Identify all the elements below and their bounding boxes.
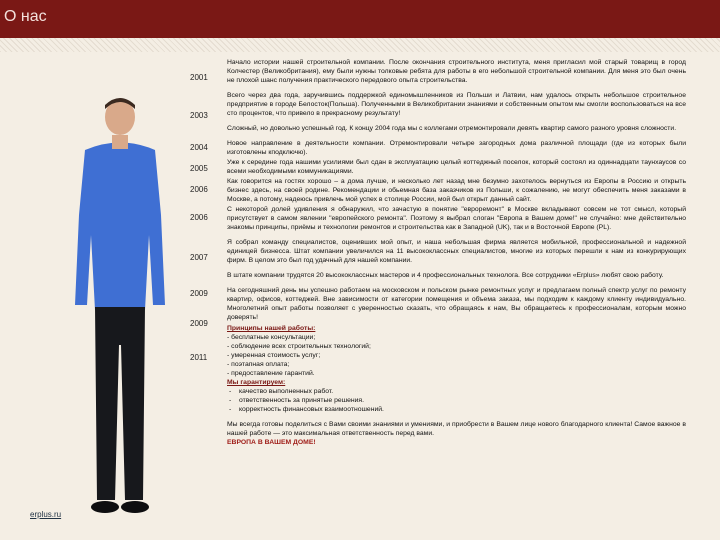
principle-item: - поэтапная оплата; bbox=[227, 361, 290, 368]
guarantee-item: - корректность финансовых взаимоотношений. bbox=[227, 405, 686, 414]
history-content bbox=[227, 58, 686, 447]
history-paragraph: На сегодняшний день мы успешно работаем на московском и польском рынке ремонтных услуг и предлагаем полный спектр услуг по ремонту квартир, офисов, коттеджей. Вне зависимости от категории помещения и объема заказа, мы подходим к каждому клиенту индивидуально. Многолетний опыт работы позволяет с уверенностью сказать, что обращаясь к нам, Вы обращаетесь к профессионалам, которым можно доверять! bbox=[227, 287, 686, 321]
year-label: 2004 bbox=[190, 143, 208, 152]
guarantees-heading: Мы гарантируем: bbox=[227, 379, 286, 386]
history-paragraph: В штате компании трудятся 20 высококлассных мастеров и 4 профессиональных технолога. Все сотрудники «Erplus» любят свою работу. bbox=[227, 272, 664, 279]
decorative-stripes bbox=[0, 38, 720, 52]
site-link[interactable]: erplus.ru bbox=[30, 510, 62, 519]
year-label: 2001 bbox=[190, 73, 208, 82]
principle-item: - умеренная стоимость услуг; bbox=[227, 352, 321, 359]
person-photo bbox=[65, 95, 175, 525]
year-label: 2011 bbox=[190, 353, 208, 362]
year-label: 2007 bbox=[190, 253, 208, 262]
year-label: 2005 bbox=[190, 164, 208, 173]
year-label: 2009 bbox=[190, 289, 208, 298]
history-paragraph: Новое направление в деятельности компании. Отремонтировали четыре загородных дома различной площади (где из которых были изготовлены кподключю). bbox=[227, 140, 686, 156]
guarantee-item: - ответственность за принятые решения. bbox=[227, 396, 686, 405]
guarantee-item: - качество выполненных работ. bbox=[227, 387, 686, 396]
history-paragraph: Всего через два года, заручившись поддержкой единомышленников из Польши и Латвии, нам удалось открыть небольшое строительное предприятие в городе Белосток(Польша). Полученными в Великобритании знаниями и собственным опытом мы смогли воспользоваться на все сто процентов, что привело в прекрасному результату! bbox=[227, 92, 686, 117]
year-label: 2009 bbox=[190, 319, 208, 328]
year-label: 2003 bbox=[190, 111, 208, 120]
title-bar bbox=[0, 0, 720, 38]
history-paragraph: Как говорится на гостях хорошо – а дома лучше, и несколько лет назад мне безумно захотелось вернуться из Европы в Россию и открыть бизнес здесь, на своей родине. Рекомендации и обьемная база заказчиков из Польши, к сожалению, не могут обеспечить меня заказами в Москве, а потому, надеюсь привлечь мой успех в столице России, мой был открыт данный сайт. bbox=[227, 178, 686, 203]
slogan: ЕВРОПА В ВАШЕМ ДОМЕ! bbox=[227, 439, 316, 446]
history-paragraph: С некоторой долей удивления я обнаружил, что зачастую в понятие "евроремонт" в Москве вкладывают совсем не тот смысл, который присутствует в самом явлении "европейского ремонта". Поэтому я выбрал слоган "Европа в Вашем доме!" не случайно: мне действительно знакомы принципы, приёмы и технологии ремонтов и строительства как в Западной (UK), так и в Восточной Европе (PL). bbox=[227, 206, 686, 231]
year-label: 2006 bbox=[190, 185, 208, 194]
principles-heading: Принципы нашей работы: bbox=[227, 325, 316, 332]
principle-item: - предоставление гарантий. bbox=[227, 370, 315, 377]
principle-item: - бесплатные консультации; bbox=[227, 334, 316, 341]
history-paragraph: Начало истории нашей строительной компании. После окончания строительного института, меня пригласил мой старый товарищ в город Колчестер (Великобритания), ему были нужны толковые ребята для работы в его небольшой строительной компании. Для меня это был очень не плохой шанс получения практического передового опыта строительства. bbox=[227, 59, 686, 84]
year-label: 2006 bbox=[190, 213, 208, 222]
closing-text: Мы всегда готовы поделиться с Вами своими знаниями и умениями, и приобрести в Вашем лице нового благодарного клиента! Самое важное в нашей работе — это максимальная ответственность перед вами. bbox=[227, 421, 686, 437]
history-paragraph: Уже к середине года нашими усилиями был сдан в эксплуатацию целый коттеджный поселок, который состоял из одиннадцати таунхаусов со всеми необходимыми коммуникациями. bbox=[227, 159, 686, 175]
principle-item: - соблюдение всех строительных технологий; bbox=[227, 343, 371, 350]
history-paragraph: Сложный, но довольно успешный год. К концу 2004 года мы с коллегами отремонтировали девять квартир самого разного уровня сложности. bbox=[227, 125, 677, 132]
page-title: О нас bbox=[4, 8, 47, 25]
history-paragraph: Я собрал команду специалистов, оценивших мой опыт, и наша небольшая фирма является мобильной, профессиональной и надежной единицей бизнесса. Штат компании увеличился на 11 высококлассных специалистов, многие из которых перешли к нам из конкурирующих фирм. В целом это был год удачный для нашей компании. bbox=[227, 239, 686, 264]
